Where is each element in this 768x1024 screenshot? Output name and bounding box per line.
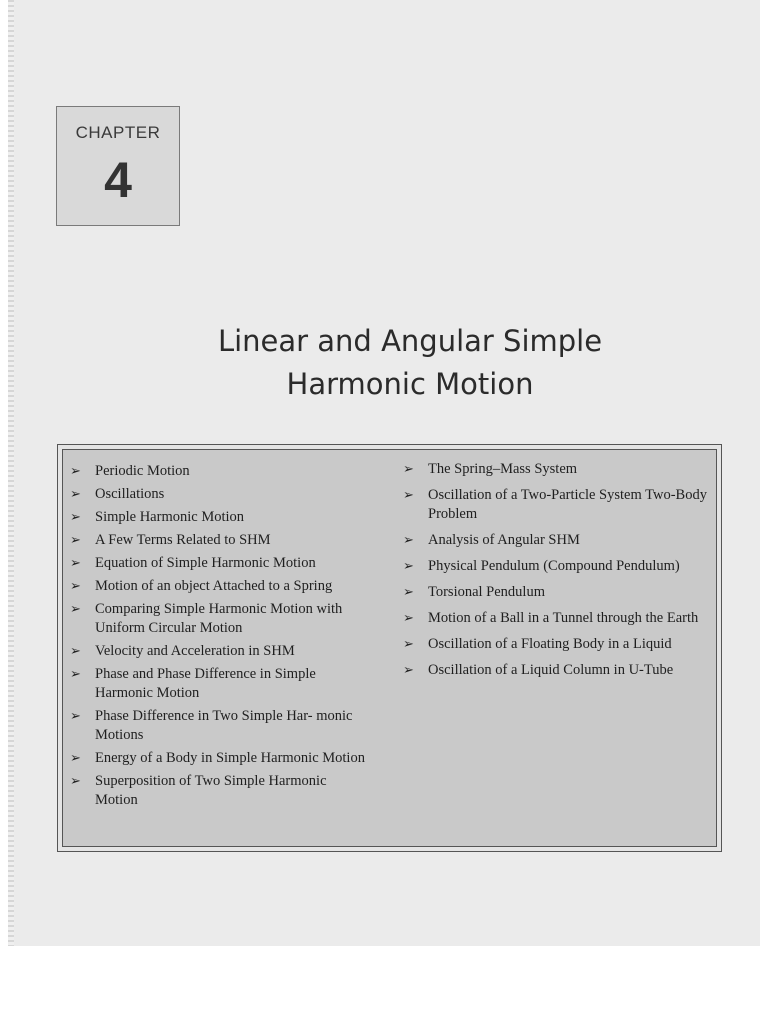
outline-item: ➢ Oscillation of a Liquid Column in U-Tube [403, 662, 674, 678]
arrow-bullet-icon: ➢ [70, 644, 81, 659]
arrow-bullet-icon: ➢ [70, 556, 81, 571]
arrow-bullet-icon: ➢ [70, 667, 81, 682]
arrow-bullet-icon: ➢ [70, 751, 81, 766]
arrow-bullet-icon: ➢ [70, 774, 81, 789]
outline-item: ➢ Equation of Simple Harmonic Motion [70, 555, 316, 571]
outline-item: ➢ Superposition of Two Simple Harmonic Motion [70, 773, 327, 808]
arrow-bullet-icon: ➢ [70, 487, 81, 502]
arrow-bullet-icon: ➢ [70, 464, 81, 479]
outline-item: ➢ Motion of a Ball in a Tunnel through the Earth [403, 610, 699, 626]
outline-right-column [403, 460, 713, 687]
chapter-label: CHAPTER [75, 123, 161, 142]
arrow-bullet-icon: ➢ [70, 510, 81, 525]
arrow-bullet-icon: ➢ [403, 637, 414, 652]
outline-left-column [70, 462, 370, 814]
chapter-number: 4 [104, 152, 132, 208]
arrow-bullet-icon: ➢ [403, 559, 414, 574]
outline-item: ➢ A Few Terms Related to SHM [70, 532, 271, 548]
outline-item: ➢ Periodic Motion [70, 463, 190, 479]
binding-edge [8, 0, 14, 946]
chapter-badge [56, 106, 180, 226]
arrow-bullet-icon: ➢ [70, 579, 81, 594]
outline-item: ➢ Phase Difference in Two Simple Har- monic Motions [70, 708, 353, 743]
arrow-bullet-icon: ➢ [403, 533, 414, 548]
outline-item: ➢ Phase and Phase Difference in Simple Harmonic Motion [70, 666, 316, 701]
outline-item: ➢ Simple Harmonic Motion [70, 509, 245, 525]
chapter-title-line-1: Linear and Angular Simple [217, 324, 603, 358]
outline-item: ➢ The Spring–Mass System [403, 461, 578, 477]
arrow-bullet-icon: ➢ [70, 709, 81, 724]
outline-item: ➢ Analysis of Angular SHM [403, 532, 580, 548]
arrow-bullet-icon: ➢ [70, 602, 81, 617]
arrow-bullet-icon: ➢ [403, 585, 414, 600]
outline-item: ➢ Torsional Pendulum [403, 584, 545, 600]
outline-item: ➢ Physical Pendulum (Compound Pendulum) [403, 558, 680, 574]
arrow-bullet-icon: ➢ [403, 611, 414, 626]
outline-item: ➢ Oscillation of a Floating Body in a Liquid [403, 636, 672, 652]
chapter-title-line-2: Harmonic Motion [286, 367, 534, 401]
outline-item: ➢ Oscillations [70, 486, 165, 502]
outline-item: ➢ Energy of a Body in Simple Harmonic Motion [70, 750, 365, 766]
arrow-bullet-icon: ➢ [403, 462, 414, 477]
outline-item: ➢ Oscillation of a Two-Particle System Two-Body Problem [403, 487, 707, 522]
arrow-bullet-icon: ➢ [403, 488, 414, 503]
outline-item: ➢ Comparing Simple Harmonic Motion with Uniform Circular Motion [70, 601, 343, 636]
outline-item: ➢ Motion of an object Attached to a Spring [70, 578, 333, 594]
outline-item: ➢ Velocity and Acceleration in SHM [70, 643, 295, 659]
arrow-bullet-icon: ➢ [70, 533, 81, 548]
arrow-bullet-icon: ➢ [403, 663, 414, 678]
